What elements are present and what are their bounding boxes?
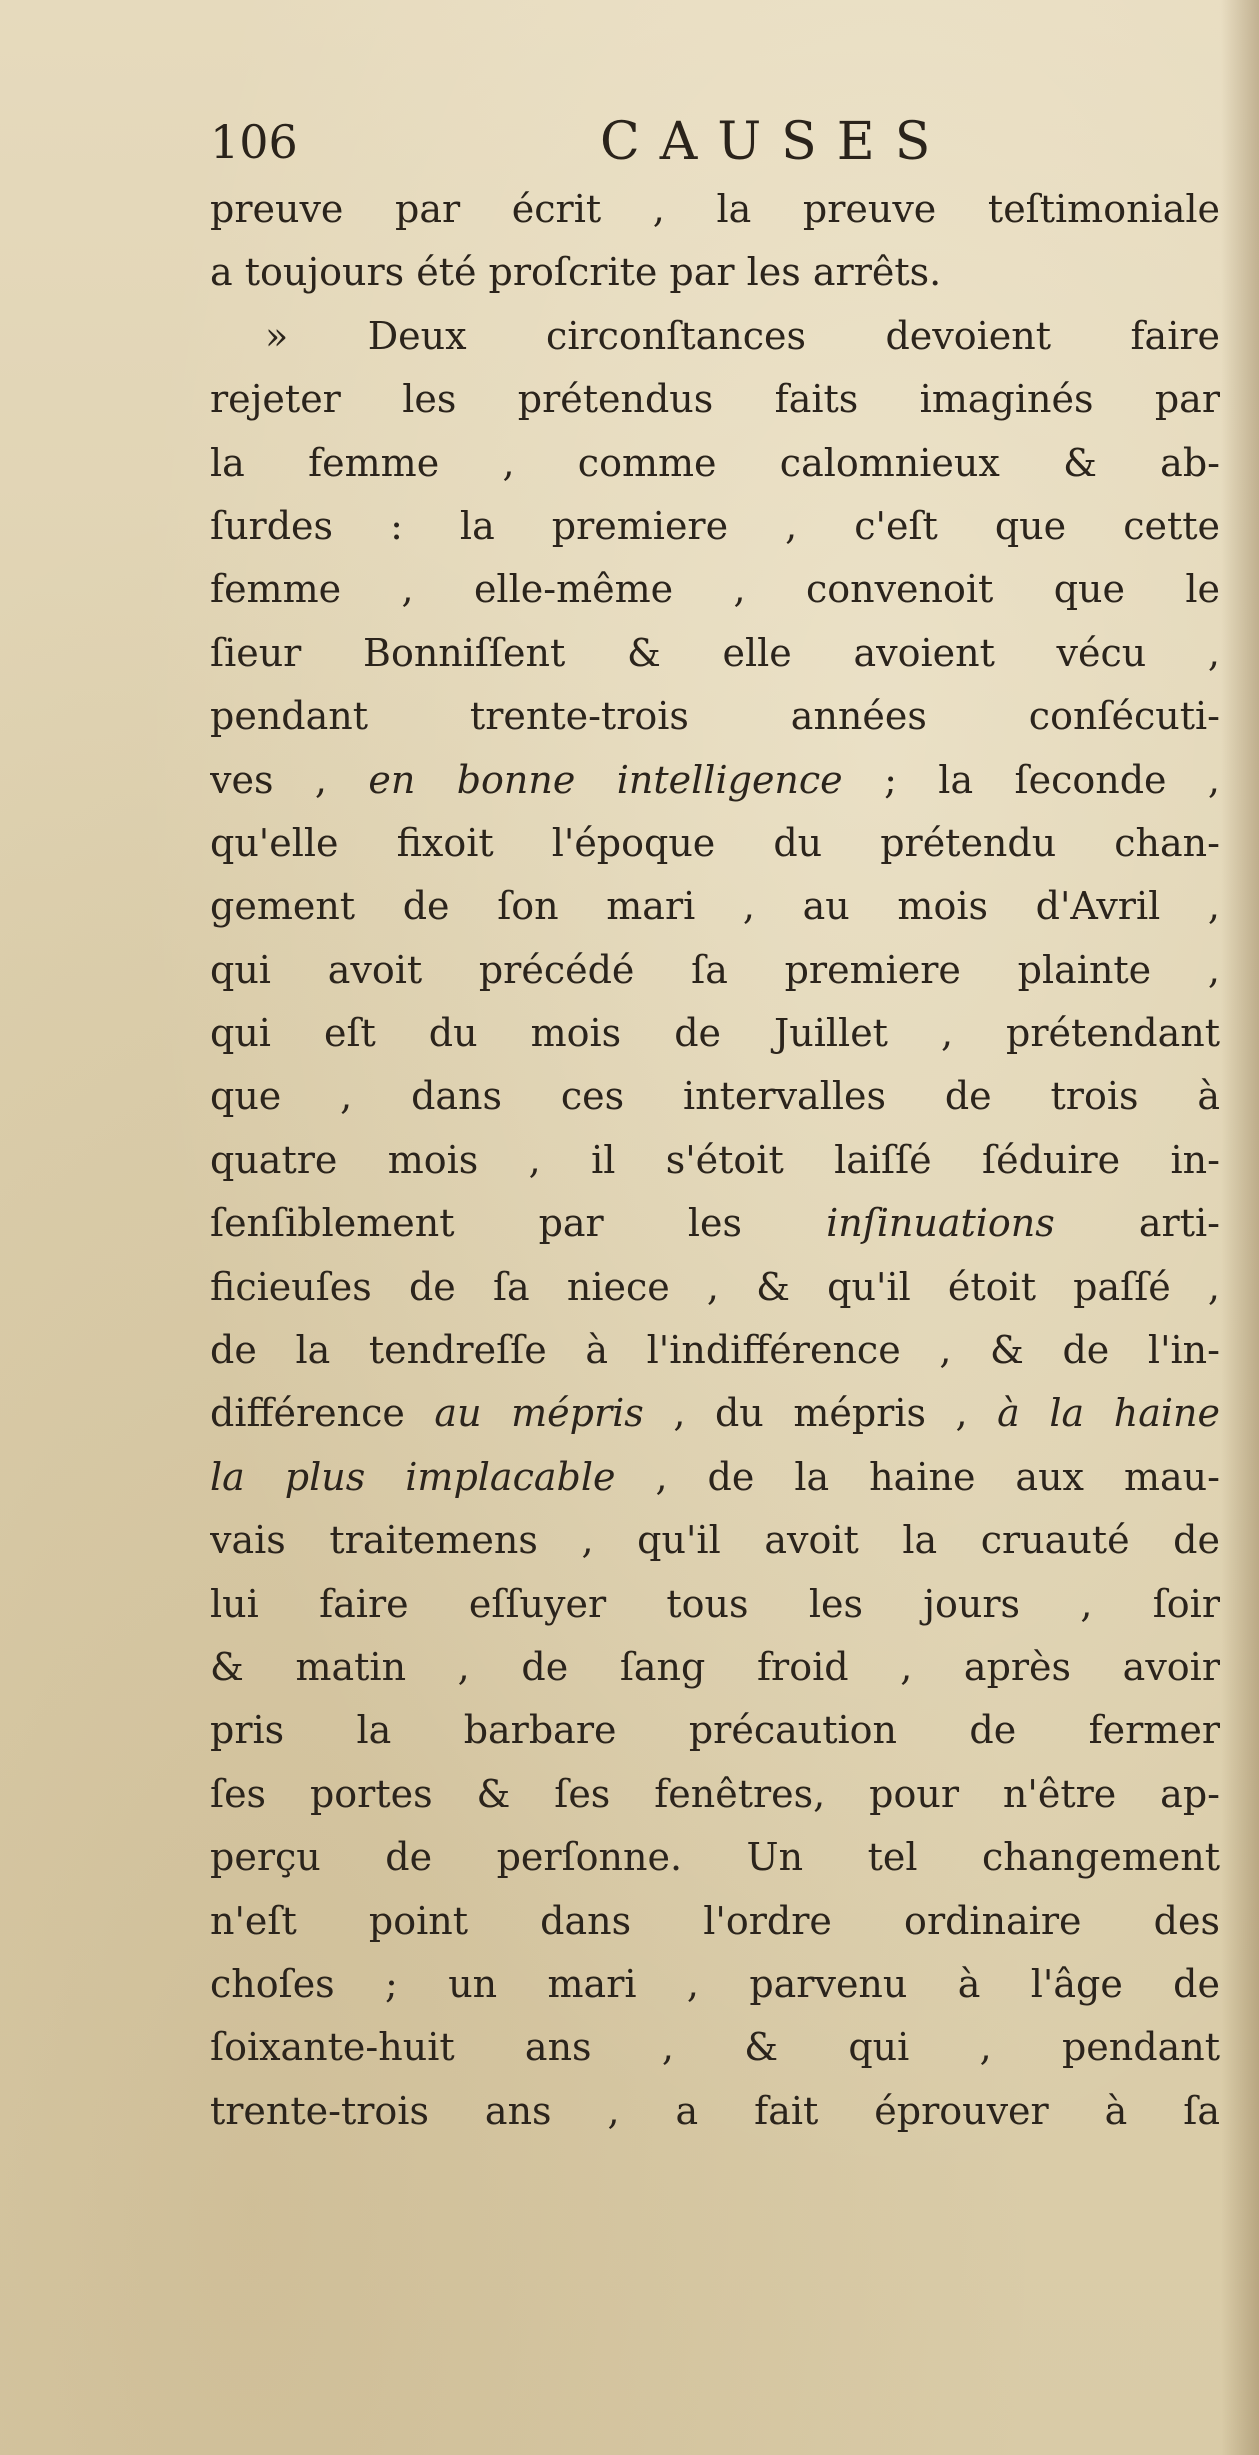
text-line: quatre mois , il s'étoit laiſſé ſéduire in- (210, 1137, 1220, 1182)
text-line: que , dans ces intervalles de trois à (210, 1074, 1220, 1119)
page-header (210, 112, 1210, 182)
text-line: femme , elle-même , convenoit que le (210, 567, 1220, 612)
text-line: ſes portes & ſes fenêtres, pour n'être ap- (210, 1771, 1220, 1816)
text-line: vais traitemens , qu'il avoit la cruauté de (210, 1518, 1220, 1563)
text-segment: , du mépris , (643, 1391, 998, 1436)
text-line: lui faire eſſuyer tous les jours , ſoir (210, 1581, 1220, 1626)
text-line: ſurdes : la premiere , c'eſt que cette (210, 503, 1220, 548)
text-line: preuve par écrit , la preuve teſtimoniale (210, 187, 1220, 231)
text-line: ſieur Bonniſſent & elle avoient vécu , (210, 630, 1220, 675)
text-line: choſes ; un mari , parvenu à l'âge de (210, 1961, 1220, 2006)
italic-phrase: à la haine (997, 1391, 1220, 1436)
body-text (210, 178, 1220, 2143)
text-line: & matin , de ſang froid , après avoir (210, 1644, 1220, 1689)
text-segment: ves , (210, 757, 369, 802)
text-line: pris la barbare précaution de fermer (210, 1708, 1220, 1753)
text-line (210, 749, 1220, 812)
text-line: n'eſt point dans l'ordre ordinaire des (210, 1898, 1220, 1943)
text-segment: différence (210, 1391, 435, 1436)
text-segment: , de la haine aux mau- (615, 1454, 1220, 1499)
text-line (210, 1192, 1220, 1255)
text-line: trente-trois ans , a fait éprouver à ſa (210, 2088, 1220, 2133)
text-segment: arti- (1054, 1201, 1220, 1246)
page-number: 106 (210, 115, 298, 169)
page-gutter-shadow (1221, 0, 1259, 2455)
text-line: qu'elle fixoit l'époque du prétendu chan- (210, 820, 1220, 865)
text-line: » Deux circonſtances devoient faire (265, 313, 1220, 358)
text-line: a toujours été proſcrite par les arrêts. (210, 250, 942, 295)
text-line: ficieuſes de ſa niece , & qu'il étoit paſſé , (210, 1264, 1220, 1309)
text-line: de la tendreſſe à l'indifférence , & de l'in- (210, 1328, 1220, 1373)
text-line: rejeter les prétendus faits imaginés par (210, 377, 1220, 422)
italic-phrase: la plus implacable (210, 1454, 616, 1499)
text-line: perçu de perſonne. Un tel changement (210, 1835, 1220, 1880)
text-line: pendant trente-trois années conſécuti- (210, 694, 1220, 739)
text-line (210, 1446, 1220, 1509)
text-line (210, 1382, 1220, 1445)
text-line: la femme , comme calomnieux & ab- (210, 440, 1220, 485)
italic-phrase: en bonne intelligence (368, 757, 843, 802)
text-segment: ; la ſeconde , (842, 757, 1220, 802)
italic-phrase: au mépris (434, 1391, 644, 1436)
text-line: gement de ſon mari , au mois d'Avril , (210, 884, 1220, 929)
running-head: CAUSES (600, 112, 951, 172)
italic-phrase: inſinuations (826, 1201, 1055, 1246)
text-line: qui avoit précédé ſa premiere plainte , (210, 947, 1220, 992)
text-segment: ſenſiblement par les (210, 1201, 827, 1246)
text-line: ſoixante-huit ans , & qui , pendant (210, 2025, 1220, 2070)
text-line: qui eſt du mois de Juillet , prétendant (210, 1011, 1220, 1056)
